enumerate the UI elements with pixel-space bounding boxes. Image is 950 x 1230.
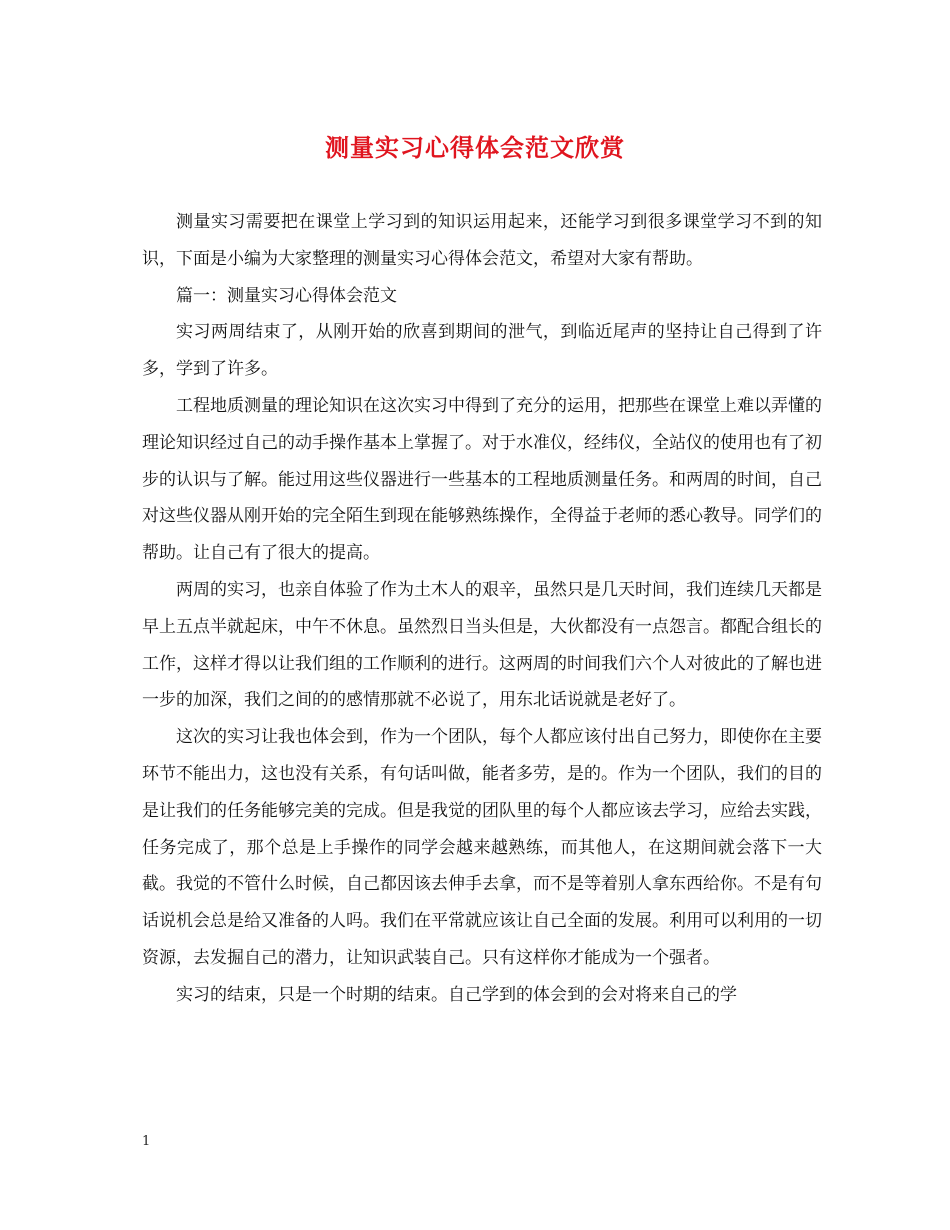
paragraph: 实习两周结束了，从刚开始的欣喜到期间的泄气，到临近尾声的坚持让自己得到了许多，学到了许多。 (142, 322, 822, 380)
paragraph: 工程地质测量的理论知识在这次实习中得到了充分的运用，把那些在课堂上难以弄懂的理论知识经过自己的动手操作基本上掌握了。对于水准仪，经纬仪，全站仪的使用也有了初步的认识与了解。能过用这些仪器进行一些基本的工程地质测量任务。和两周的时间，自己对这些仪器从刚开始的完全陌生到现在能够熟练操作，全得益于老师的悉心教导。同学们的帮助。让自己有了很大的提高。 (142, 395, 822, 564)
paragraph-intro: 测量实习需要把在课堂上学习到的知识运用起来，还能学习到很多课堂学习不到的知识，下面是小编为大家整理的测量实习心得体会范文，希望对大家有帮助。 (142, 212, 822, 269)
document-title: 测量实习心得体会范文欣赏 (325, 133, 625, 162)
page-number: 1 (142, 1134, 151, 1149)
document-body (142, 204, 822, 1014)
section-heading: 篇一：测量实习心得体会范文 (176, 285, 397, 306)
paragraph: 实习的结束，只是一个时期的结束。自己学到的体会到的会对将来自己的学 (176, 984, 737, 1005)
paragraph: 两周的实习，也亲自体验了作为土木人的艰辛，虽然只是几天时间，我们连续几天都是早上五点半就起床，中午不休息。虽然烈日当头但是，大伙都没有一点怨言。都配合组长的工作，这样才得以让我们组的工作顺利的进行。这两周的时间我们六个人对彼此的了解也进一步的加深，我们之间的的感情那就不必说了，用东北话说就是老好了。 (142, 579, 822, 711)
paragraph: 这次的实习让我也体会到，作为一个团队，每个人都应该付出自己努力，即使你在主要环节不能出力，这也没有关系，有句话叫做，能者多劳，是的。作为一个团队，我们的目的是让我们的任务能够完美的完成。但是我觉的团队里的每个人都应该去学习，应给去实践，任务完成了，那个总是上手操作的同学会越来越熟练，而其他人，在这期间就会落下一大截。我觉的不管什么时候，自己都因该去伸手去拿，而不是等着别人拿东西给你。不是有句话说机会总是给又准备的人吗。我们在平常就应该让自己全面的发展。利用可以利用的一切资源，去发掘自己的潜力，让知识武装自己。只有这样你才能成为一个强者。 (142, 727, 822, 968)
